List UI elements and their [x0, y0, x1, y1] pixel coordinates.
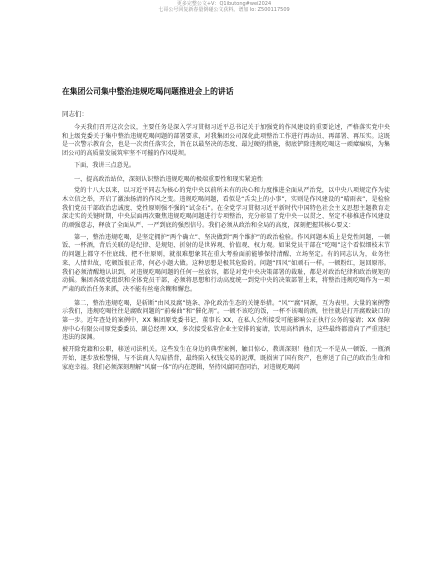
paragraph-outline: 下面，我讲三点意见。	[74, 161, 135, 169]
watermark	[0, 1, 448, 13]
document-title: 在集团公司集中整治违规吃喝问题推进会上的讲话	[62, 87, 234, 96]
section-heading-1: 一、提高政治站位，深刻认识整治违规吃喝的极端重要性和现实紧迫性	[74, 175, 263, 183]
watermark-line-2: 七哥公号回复新春量倒碰公文获料。谱加 lo: Z500117509	[158, 7, 290, 13]
paragraph-case-continuation: 被开除党籍和公职，移送司法机关。这些发生在身边的典型案例，触目惊心，教训深刻！他们无一不是从一顿饭、一瓶酒开始，逐步放松警惕，与不法商人勾肩搭背，最终陷入权钱交易的泥潭，既损害了国有资产，也葬送了自己的政治生命和家庭幸福。我们必须深刻理解“风腐一体”的内在逻辑，坚持风腐同查同治，对违规吃喝问	[62, 346, 390, 371]
paragraph-point-2: 第二，整治违规吃喝，是斩断“由风及腐”链条、净化政治生态的关键举措。“风”“腐”同源，互为表里。大量的案例警示我们，违规吃喝往往是腐败问题的“前奏曲”和“催化剂”。一顿不该吃的饭，一杯不该喝的酒，往往就是打开腐败缺口的第一步。近年查处的案例中，XX 集团原党委书记、董事长 XX，在私人会所接受可能影响公正执行公务的宴请；XX 保障房中心有限公司原党委委员、副总经理 XX，多次接受私营企业主安排的宴请，饮用高档酒水，这些最终都滑向了严重违纪违法的深渊。	[62, 299, 390, 342]
paragraph-intro: 今天我们召开这次会议，主要任务是深入学习贯彻习近平总书记关于加强党的作风建设的重要论述，严格落实党中央和上级党委关于集中整治违规吃喝问题的部署要求，对我集团公司深化此项整治工作进行再动员、再部署、再压实。这既是一次警示教育会，也是一次责任落实会，旨在以最坚决的态度、最过硬的措施，彻底铲除违规吃喝这一顽瘴痼疾，为集团公司的高质量发展筑牢坚不可摧的作风堤坝。	[62, 124, 390, 158]
document-body	[62, 124, 390, 375]
paragraph-context: 党的十八大以来，以习近平同志为核心的党中央以前所未有的决心和力度推进全面从严治党，以中央八项规定作为徒木立信之举，开启了激浊扬清的作风之变。违规吃喝问题，看似是“舌尖上的小事”，实则是作风建设的“晴雨表”，是检验我们党员干部政治忠诚度、党性原则强不强的“试金石”。在全党学习贯彻习近平新时代中国特色社会主义思想主题教育走深走实的关键时期，中央层面再次聚焦违规吃喝问题进行专项整治，充分彰显了党中央一以贯之、坚定不移推进作风建设的顽强意志，释放了全面从严、一严到底的强烈信号。我们必须从政治和全局的高度，深刻把握其核心要义：	[62, 187, 390, 230]
salutation: 同志们：	[62, 110, 88, 118]
paragraph-point-1: 第一，整治违规吃喝，是坚定拥护“两个确立”、坚决做到“两个维护”的政治检验。作风问题本质上是党性问题，一顿饭、一杯酒，背后关联的是纪律、是规矩、折射的是世界观、价值观、权力观。如果党员干部在“吃喝”这个看似细枝末节的问题上都守不住底线、把不住原则，就很难想象其在重大考验面前能够保持清醒、立场坚定。有的同志认为，业务往来、人情世故，吃顿饭很正常，何必小题大做。这种思想是极其危险的。问题“四风”如顽石一样。一顿粉红，退回原形。我们必须清醒地认识到，对违规吃喝问题的任何一丝放容，都是对党中央决策部署的裁耻，都是对政治纪律和政治规矩的动摇。集团各级党组织和全体党员干部，必须将思想和行动高度统一到党中央的决策部署上来，将整治违规吃喝作为一项严肃的政治任务来抓，决不能有丝毫含糊和懈怠。	[62, 233, 390, 293]
watermark-line-1: 更多完整公文+V：Q1ibutong#wei2024	[176, 1, 272, 7]
